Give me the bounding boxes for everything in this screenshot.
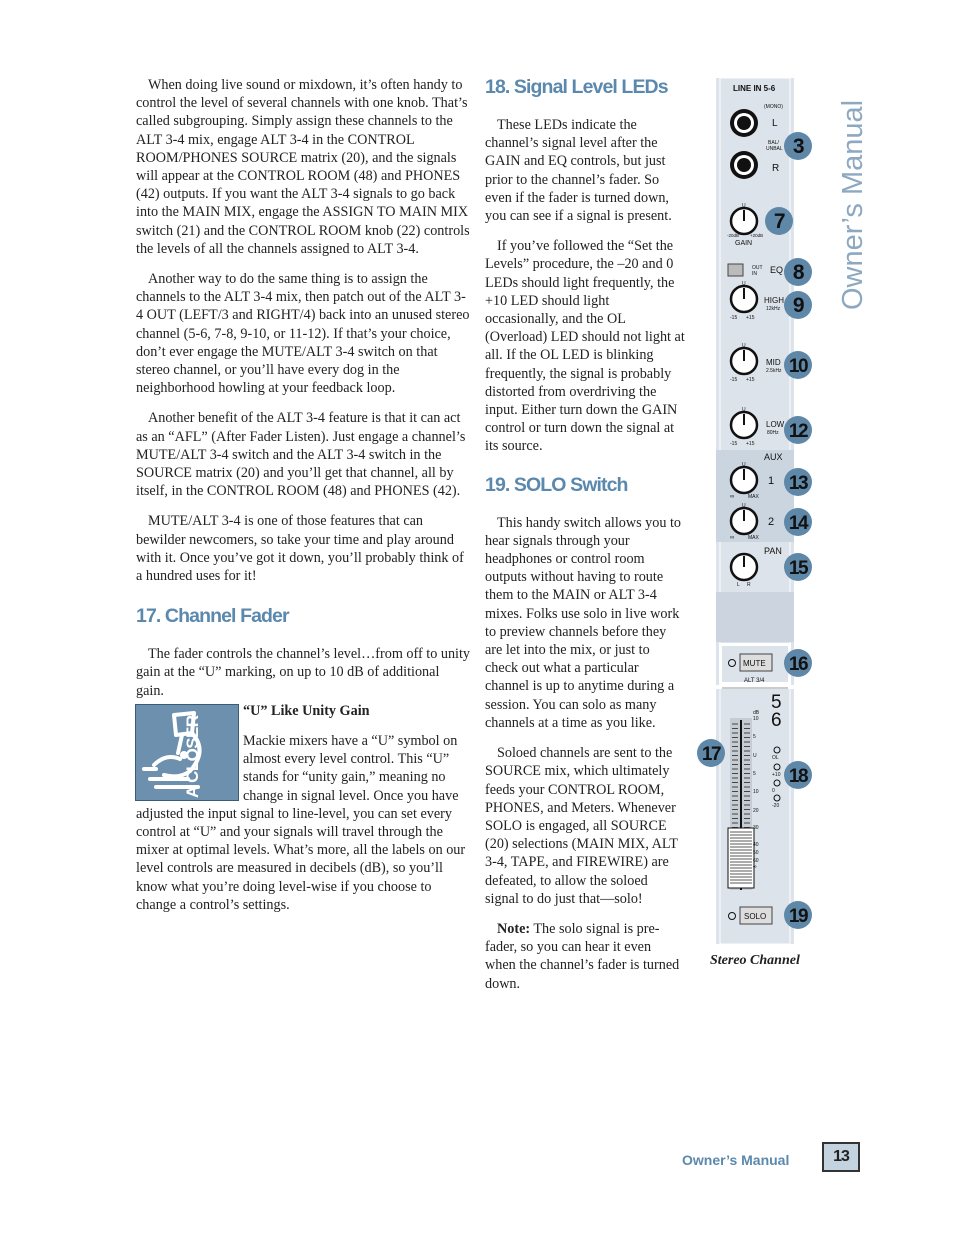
low-label: LOW [766,420,785,429]
bal-label: BAL/ [768,140,779,146]
callout-number: 8 [792,261,804,284]
mono-label: (MONO) [764,104,783,110]
tip-body-text: Mackie mixers have a “U” symbol on almost every level control. This “U” stands for “unity gain,” meaning no change in signal level. Once you have adjusted the input signal to line-level, you can set every control at “U” and your signals will travel through the mixer at optimal levels. What’s more, all the labels on our level controls are measured in decibels (dB), so you’ll know what you’re doing level-wise if you choose to change a control’s settings. [136,733,466,913]
callout-number: 15 [788,558,808,579]
paragraph-newcomers: MUTE/ALT 3-4 is one of those features that can bewilder newcomers, so take your time and play around with it. Once you’ve got it down, you’ll probably think of a hundred uses for it! [136,513,464,585]
eq-in-label: IN [752,271,757,277]
callout-layer [690,120,820,940]
paragraph-solo-intro: This handy switch allows you to hear signals through your headphones or control room outputs without having to route them to the MAIN or ALT 3-4 mixes. Folks use solo in live work to preview channels before they are let into the mix, or just to check out what a particular channel is up to anytime during a session. You can solo as many channels at a time as you like. [485,514,682,731]
heading-signal-leds: 18. Signal Level LEDs [485,76,668,98]
jack-r-label: R [772,163,780,174]
fader-scale-label: 30 [753,825,759,831]
callout-number: 13 [788,473,808,494]
aux1-label: 1 [768,475,775,487]
gain-label: GAIN [735,240,753,247]
fader-scale-label: 10 [753,789,759,795]
tip-title: “U” Like Unity Gain [243,703,370,719]
mid-u-label: U [742,343,746,349]
paragraph-afl: Another benefit of the ALT 3-4 feature is that it can act as an “AFL” (After Fader Listen). Just engage a channel’s MUTE/ALT 3-4 switch and the ALT 3-4 switch in the SOURCE matrix (20) and you’ll get that channel, all by itself, in the CONTROL ROOM (48) and PHONES (42). [136,410,466,500]
callout-number: 17 [701,744,721,765]
high-u-label: U [742,281,746,287]
aux2-label: 2 [768,516,775,528]
figure-caption: Stereo Channel [710,953,800,968]
level-led-label: OL [772,755,779,761]
fader-scale-label: 50 [753,850,759,856]
solo-button-label: SOLO [744,912,767,921]
footer-label: Owner’s Manual [682,1152,790,1168]
level-led-label: 0 [772,788,775,794]
tip-body [136,732,470,914]
pan-r-label: R [747,582,751,588]
callout-number: 16 [788,654,808,675]
gain-max-label: +20dB [750,233,764,238]
paragraph-subgrouping: When doing live sound or mixdown, it’s often handy to control the level of several channels with one knob. That’s called subgrouping. Simply assign these channels to the ALT 3-4 mix, engage ALT 3-4 in the CONTROL ROOM/PHONES SOURCE matrix (20), and the signals will appear at the CONTROL ROOM (48) and PHONES (42) outputs. If you want the ALT 3-4 signals to go back into the MAIN MIX, engage the ASSIGN TO MAIN MIX switch (21) and the CONTROL ROOM knob (22) controls the levels of all the channels assigned to ALT 3-4. [136,77,470,257]
closer-look-text: A CLOSER LOOK [183,714,202,798]
high-max-label: +15 [746,315,755,321]
eq-label: EQ [770,265,784,275]
gain-min-label: -20dB [727,233,740,238]
left-column [136,76,470,712]
paragraph-solo-note [485,920,685,993]
callout-number: 10 [788,356,808,377]
high-label: HIGH [764,296,784,305]
fader-scale-label: 60 [753,858,759,864]
page-number: 13 [822,1142,860,1172]
aux1-max-label: MAX [748,494,759,500]
mid-label: MID [766,358,781,367]
fader-scale-label: 5 [753,771,756,777]
unbal-label: UNBAL [766,146,783,152]
pan-label: PAN [764,546,782,556]
paragraph-solo-source: Soloed channels are sent to the SOURCE mix, which ultimately feeds your CONTROL ROOM, PHONES, and Meters. Whenever SOLO is engaged, all SOURCE (20) selections (MAIN MIX, ALT 3-4, TAPE, and FIREWIRE) are defeated, to allow the soloed signal to do just that—solo! [485,745,678,907]
aux1-min-label: ∞ [730,494,735,500]
low-min-label: -15 [730,441,738,447]
gain-u-label: U [742,203,746,209]
callout-number: 12 [788,421,808,442]
side-title-text: Owner’s Manual [838,99,868,310]
mute-button-label: MUTE [743,659,766,668]
fader-scale-label: 10 [753,716,759,722]
callout-number: 9 [792,294,804,317]
heading-solo-switch: 19. SOLO Switch [485,473,628,496]
aux1-u-label: U [742,462,746,468]
paragraph-leds-levels: If you’ve followed the “Set the Levels” procedure, the –20 and 0 LEDs should light frequently, the +10 LED should light occasionally, and the OL (Overload) LED should not light at all. If the OL LED is blinking frequently, the signal is probably distorted from overdriving the input. Either turn down the GAIN control or turn down the signal at its source. [485,238,685,455]
jack-l-label: L [772,118,778,129]
mid-freq-label: 2.5kHz [766,368,782,374]
aux2-max-label: MAX [748,535,759,541]
low-max-label: +15 [746,441,755,447]
callout-number: 18 [788,766,808,787]
fader-scale-label: 20 [753,808,759,814]
mid-min-label: -15 [730,377,738,383]
fader-scale-label: 5 [753,734,756,740]
high-min-label: -15 [730,315,738,321]
fader-scale-label: U [753,753,757,759]
low-u-label: U [742,407,746,413]
aux-label: AUX [764,452,783,462]
aux2-min-label: ∞ [730,535,735,541]
fader-scale-label: ∞ [753,864,757,870]
aux2-u-label: U [742,503,746,509]
callout-number: 7 [773,210,785,233]
callout-number: 14 [788,513,808,534]
level-led-label: +10 [772,772,781,778]
channel-number-bottom: 6 [771,710,782,731]
alt-label: ALT 3/4 [744,678,765,684]
paragraph-patch-out: Another way to do the same thing is to assign the channels to the ALT 3-4 mix, then patch out of the ALT 3-4 OUT (LEFT/3 and RIGHT/4) back into an unused stereo channel (5-6, 7-8, 9-10, or 11-12). If that’s your choice, don’t ever engage the MUTE/ALT 3-4 switch on that stereo channel, or you’ll have every dog in the neighborhood howling at your feedback loop. [136,271,470,397]
note-text: The solo signal is pre-fader, so you can hear it even when the channel’s fader is turned down. [485,920,680,992]
callout-number: 3 [792,135,804,158]
level-led-label: -20 [772,803,780,809]
side-title [838,74,868,314]
paragraph-leds-intro: These LEDs indicate the channel’s signal level after the GAIN and EQ controls, but just prior to the channel’s fader. So even if the fader is turned down, you can see if a signal is present. [485,117,672,225]
heading-channel-fader: 17. Channel Fader [136,605,289,628]
callout-number: 19 [788,906,808,927]
low-freq-label: 80Hz [767,430,779,436]
paragraph-fader: The fader controls the channel’s level…from off to unity gain at the “U” marking, on up to 10 dB of additional gain. [136,646,471,699]
line-in-label: LINE IN 5-6 [733,84,776,93]
pan-l-label: L [737,582,740,588]
eq-out-label: OUT [752,265,763,271]
channel-number-top: 5 [771,692,782,713]
high-freq-label: 12kHz [766,306,781,312]
mid-max-label: +15 [746,377,755,383]
note-label: Note: [497,920,531,937]
middle-column [485,76,685,1005]
fader-scale-label: 40 [753,842,759,848]
fader-db-label: dB [753,710,760,716]
